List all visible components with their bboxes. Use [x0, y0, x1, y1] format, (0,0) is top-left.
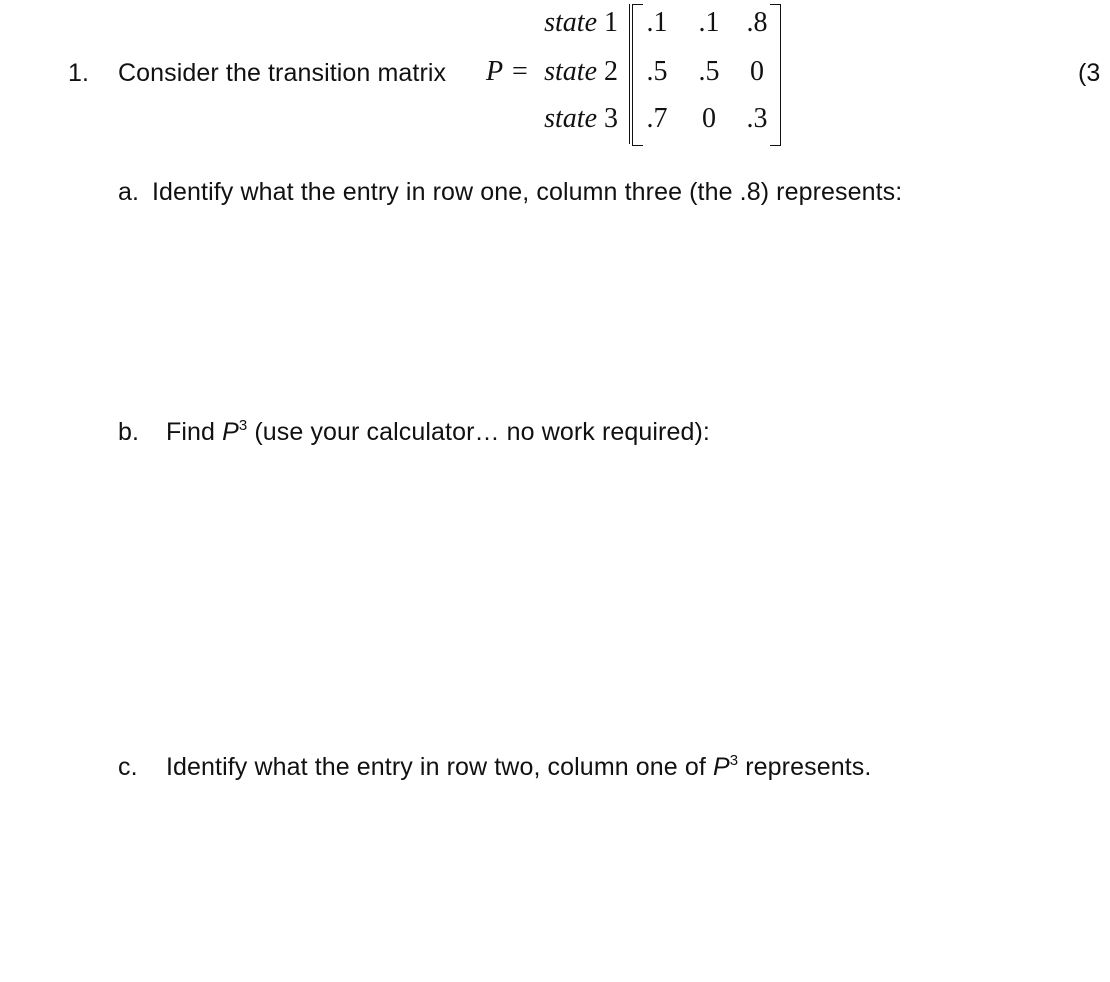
- question-intro: Consider the transition matrix: [118, 59, 447, 87]
- row-label-word: state: [544, 103, 597, 134]
- matrix-symbol: P: [486, 56, 504, 87]
- question-number: 1.: [68, 59, 90, 87]
- transition-matrix: [0, 0, 800, 150]
- part-c-text: [166, 752, 871, 782]
- part-c-label: c.: [118, 753, 138, 781]
- matrix-cell: .5: [698, 56, 720, 87]
- row-label-word: state: [544, 56, 597, 87]
- part-c-text-after: represents.: [738, 753, 872, 781]
- row-label-state-1: [478, 7, 618, 39]
- part-b-text-after: (use your calculator… no work required):: [247, 418, 710, 446]
- points-label: (3: [1078, 59, 1101, 87]
- row-label-state-3: [478, 103, 618, 135]
- part-c-exponent: 3: [729, 752, 739, 769]
- part-b-exponent: 3: [238, 417, 248, 434]
- matrix-cell: .7: [646, 103, 668, 134]
- part-b-var: P: [222, 418, 239, 446]
- row-label-word: state: [544, 7, 597, 38]
- row-label-num: 1: [604, 7, 618, 38]
- matrix-cell: .1: [698, 7, 720, 38]
- part-a-label: a.: [118, 178, 140, 206]
- row-label-num: 3: [604, 103, 618, 134]
- part-c-text-before: Identify what the entry in row two, column one of: [166, 753, 713, 781]
- part-b-label: b.: [118, 418, 140, 446]
- part-a-text: Identify what the entry in row one, column three (the .8) represents:: [152, 178, 903, 206]
- matrix-cell: .8: [746, 7, 768, 38]
- part-c-var: P: [712, 753, 730, 781]
- matrix-cell: 0: [750, 56, 764, 87]
- label-separator: [629, 4, 630, 144]
- part-b-text-before: Find: [166, 418, 223, 446]
- part-b-text: [166, 417, 710, 447]
- row-label-state-2: [478, 56, 618, 88]
- matrix-cell: 0: [702, 103, 716, 134]
- row-label-num: 2: [604, 56, 618, 87]
- equals-sign: =: [512, 56, 528, 87]
- matrix-cell: .1: [646, 7, 668, 38]
- matrix-cell: .5: [646, 56, 668, 87]
- matrix-cell: .3: [746, 103, 768, 134]
